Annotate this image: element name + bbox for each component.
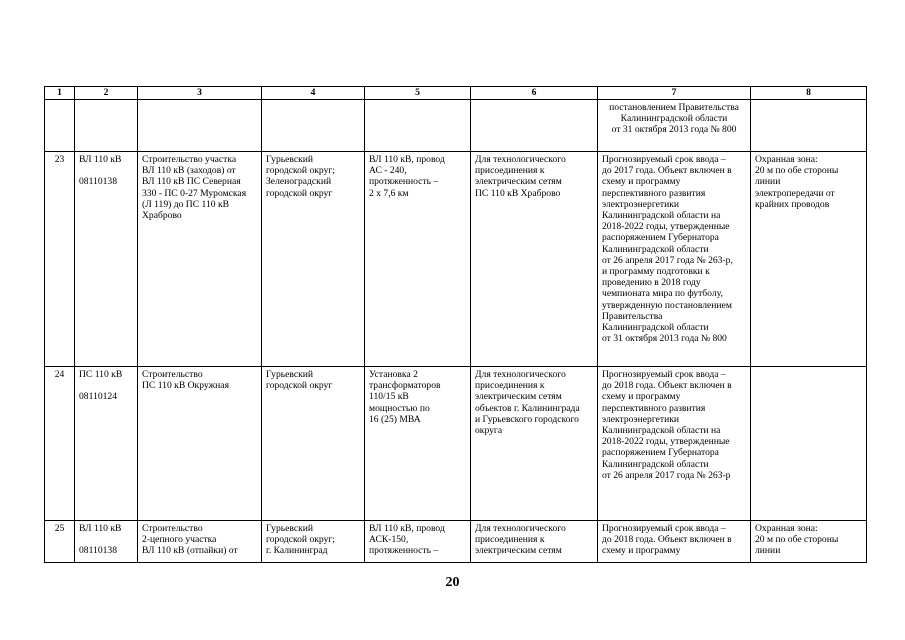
parameters-cell [365,367,471,521]
description-cell [138,521,262,563]
zone-text: Охранная зона: 20 м по обе стороны линии электропередачи от крайних проводов [755,154,839,210]
continuation-notes [598,100,751,152]
description-text: Строительство участка ВЛ 110 кВ (заходов) от ВЛ 110 кВ ПС Северная 330 - ПС 0-27 Муромская (Л 119) до ПС 110 кВ Храброво [142,154,247,222]
row-number: 25 [45,521,75,563]
location-text: Гурьевский городской округ; Зеленоградский городской округ [266,154,335,199]
object-cell [75,367,138,521]
header-col-2: 2 [75,87,138,100]
cell [138,100,262,152]
header-col-8: 8 [751,87,867,100]
object-name: ПС 110 кВ [79,369,123,380]
description-text: Строительство 2-цепного участка ВЛ 110 кВ (отпайки) от [142,523,238,557]
object-cell [75,521,138,563]
purpose-cell [471,152,598,367]
location-cell [262,152,365,367]
location-text: Гурьевский городской округ; г. Калининград [266,523,335,557]
description-text: Строительство ПС 110 кВ Окружная [142,369,229,392]
location-cell [262,521,365,563]
notes-cell [598,521,751,563]
notes-cell [598,367,751,521]
object-code: 08110138 [79,176,118,188]
table-row [45,521,867,563]
purpose-text: Для технологического присоединения к электрическим сетям объектов г. Калининграда и Гурьевского городского округа [475,369,580,437]
object-name: ВЛ 110 кВ [79,154,122,165]
object-cell [75,152,138,367]
notes-text: Прогнозируемый срок ввода – до 2017 года. Объект включен в схему и программу перспективного развития электроэнергетики Калининградской области на 2018-2022 годы, утвержденные распоряжением Губернатора Калининградской области от 26 апреля 2017 года № 263-р, и программу подготовки к проведению в 2018 году чемпионата мира по футболу, утвержденную постановлением Правительства Калининградской области от 31 октября 2013 года № 800 [602,154,733,345]
continuation-notes-text: постановлением Правительства Калининградской области от 31 октября 2013 года № 800 [609,102,739,136]
purpose-text: Для технологического присоединения к электрическим сетям [475,523,566,557]
zone-text: Охранная зона: 20 м по обе стороны линии [755,523,839,557]
table-row [45,152,867,367]
parameters-text: Установка 2 трансформаторов 110/15 кВ мощностью по 16 (25) МВА [369,369,441,425]
zone-cell [751,152,867,367]
purpose-cell [471,521,598,563]
cell [75,100,138,152]
header-col-6: 6 [471,87,598,100]
header-col-7: 7 [598,87,751,100]
object-code: 08110124 [79,391,118,403]
location-cell [262,367,365,521]
cell [262,100,365,152]
cell [45,100,75,152]
purpose-text: Для технологического присоединения к электрическим сетям ПС 110 кВ Храброво [475,154,566,199]
cell [751,100,867,152]
header-col-4: 4 [262,87,365,100]
cell [471,100,598,152]
table-row [45,367,867,521]
notes-text: Прогнозируемый срок ввода – до 2018 года. Объект включен в схему и программу [602,523,732,557]
notes-text: Прогнозируемый срок ввода – до 2018 года. Объект включен в схему и программу перспективного развития электроэнергетики Калининградской области на 2018-2022 годы, утвержденные распоряжением Губернатора Калининградской области от 26 апреля 2017 года № 263-р [602,369,732,481]
description-cell [138,367,262,521]
location-text: Гурьевский городской округ [266,369,333,392]
parameters-cell [365,152,471,367]
description-cell [138,152,262,367]
header-col-5: 5 [365,87,471,100]
parameters-text: ВЛ 110 кВ, провод АСК-150, протяженность – [369,523,445,557]
object-code: 08110138 [79,545,118,557]
cell [365,100,471,152]
row-number: 23 [45,152,75,367]
purpose-cell [471,367,598,521]
object-name: ВЛ 110 кВ [79,523,122,534]
notes-cell [598,152,751,367]
register-table [44,86,867,563]
parameters-text: ВЛ 110 кВ, провод АС - 240, протяженность – 2 х 7,6 км [369,154,445,199]
header-col-3: 3 [138,87,262,100]
header-row [45,87,867,100]
continuation-row [45,100,867,152]
row-number: 24 [45,367,75,521]
page-number: 20 [445,575,460,590]
header-col-1: 1 [45,87,75,100]
zone-cell [751,521,867,563]
parameters-cell [365,521,471,563]
zone-cell [751,367,867,521]
